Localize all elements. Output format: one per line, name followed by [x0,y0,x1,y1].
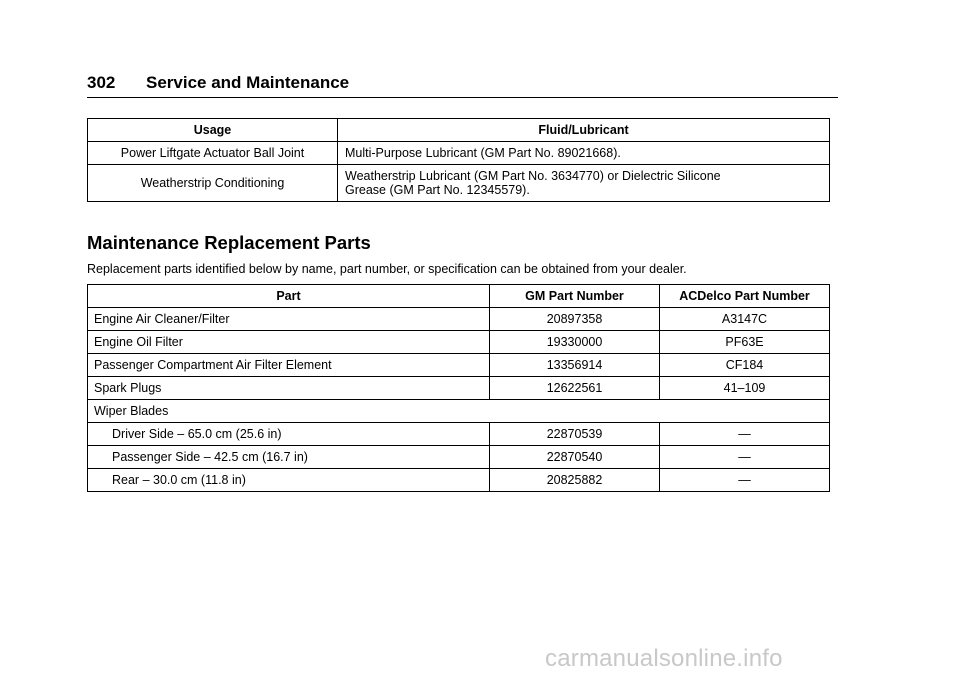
gm-number-cell: 20897358 [490,308,660,331]
usage-cell: Weatherstrip Conditioning [88,165,338,202]
table-row [88,142,830,165]
column-header-fluid: Fluid/Lubricant [338,119,830,142]
acdelco-number-cell: — [660,469,830,492]
fluid-lubricant-table [87,118,830,202]
gm-number-cell: 19330000 [490,331,660,354]
acdelco-number-cell: PF63E [660,331,830,354]
column-header-usage: Usage [88,119,338,142]
fluid-cell: Multi-Purpose Lubricant (GM Part No. 89021668). [338,142,830,165]
fluid-cell [338,165,830,202]
acdelco-number-cell: — [660,446,830,469]
table-row [88,331,830,354]
part-name-cell: Rear – 30.0 cm (11.8 in) [88,469,490,492]
table-row [88,446,830,469]
column-header-acdelco-part-number: ACDelco Part Number [660,285,830,308]
gm-number-cell: 13356914 [490,354,660,377]
table-row [88,377,830,400]
table-row [88,354,830,377]
part-name-cell: Passenger Side – 42.5 cm (16.7 in) [88,446,490,469]
page-number: 302 [87,73,116,92]
gm-number-cell: 12622561 [490,377,660,400]
page-header [87,70,838,98]
table-header-row [88,285,830,308]
gm-number-cell: 22870539 [490,423,660,446]
table-row [88,469,830,492]
column-header-gm-part-number: GM Part Number [490,285,660,308]
table-row [88,423,830,446]
gm-number-cell: 22870540 [490,446,660,469]
fluid-line: Weatherstrip Lubricant (GM Part No. 3634770) or Dielectric Silicone [345,169,721,183]
table-row [88,165,830,202]
group-label-wiper-blades: Wiper Blades [88,400,830,423]
replacement-parts-table [87,284,830,492]
table-row [88,308,830,331]
part-name-cell: Spark Plugs [88,377,490,400]
acdelco-number-cell: A3147C [660,308,830,331]
section-intro: Replacement parts identified below by name, part number, or specification can be obtained from your dealer. [87,262,687,276]
acdelco-number-cell: — [660,423,830,446]
part-name-cell: Driver Side – 65.0 cm (25.6 in) [88,423,490,446]
watermark-text: carmanualsonline.info [545,645,783,672]
acdelco-number-cell: 41–109 [660,377,830,400]
fluid-line: Grease (GM Part No. 12345579). [345,183,530,197]
column-header-part: Part [88,285,490,308]
table-group-row [88,400,830,423]
part-name-cell: Passenger Compartment Air Filter Element [88,354,490,377]
section-title: Service and Maintenance [146,73,350,92]
gm-number-cell: 20825882 [490,469,660,492]
part-name-cell: Engine Oil Filter [88,331,490,354]
usage-cell: Power Liftgate Actuator Ball Joint [88,142,338,165]
part-name-cell: Engine Air Cleaner/Filter [88,308,490,331]
acdelco-number-cell: CF184 [660,354,830,377]
section-heading: Maintenance Replacement Parts [87,232,371,253]
table-header-row [88,119,830,142]
